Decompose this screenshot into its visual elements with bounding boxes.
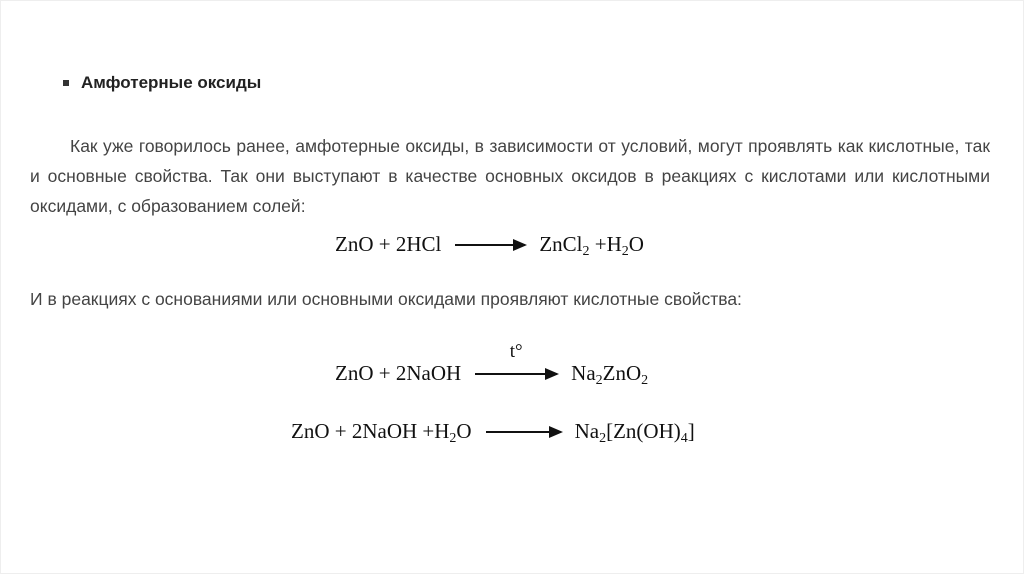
equation1-rhs: ZnCl$_2$ $+H_2O$ bbox=[539, 232, 644, 259]
equation1-lhs: ZnO + 2HCl bbox=[335, 232, 442, 256]
reaction-arrow-icon bbox=[455, 244, 525, 246]
bullet-icon bbox=[63, 80, 69, 86]
equation3-lhs: ZnO + 2NaOH $+H_2O$ bbox=[291, 419, 472, 446]
equation2-lhs: ZnO + 2NaOH bbox=[335, 361, 462, 385]
reaction-arrow-icon bbox=[486, 431, 561, 433]
second-paragraph: И в реакциях с основаниями или основными оксидами проявляют кислотные свойства: bbox=[30, 289, 742, 309]
heating-condition-label: t° bbox=[509, 340, 523, 362]
equation-zno-naoh-h2o bbox=[291, 419, 695, 444]
heading-row bbox=[63, 73, 261, 93]
equation-zno-naoh bbox=[335, 340, 649, 388]
equation-zno-hcl bbox=[335, 232, 644, 257]
intro-paragraph: Как уже говорилось ранее, амфотерные оксиды, в зависимости от условий, могут проявлять как кислотные, так и основные свойства. Так они выступают в качестве основных оксидов в реакциях с кислотами или кислотными оксидами, с образованием солей: bbox=[30, 136, 990, 216]
equation3-rhs: $Na_2[Zn(OH)_4]$ bbox=[574, 419, 695, 446]
section-heading: Амфотерные оксиды bbox=[81, 73, 262, 92]
equation2-rhs: $Na_2ZnO_2$ bbox=[571, 361, 649, 388]
reaction-arrow-icon bbox=[475, 340, 557, 375]
